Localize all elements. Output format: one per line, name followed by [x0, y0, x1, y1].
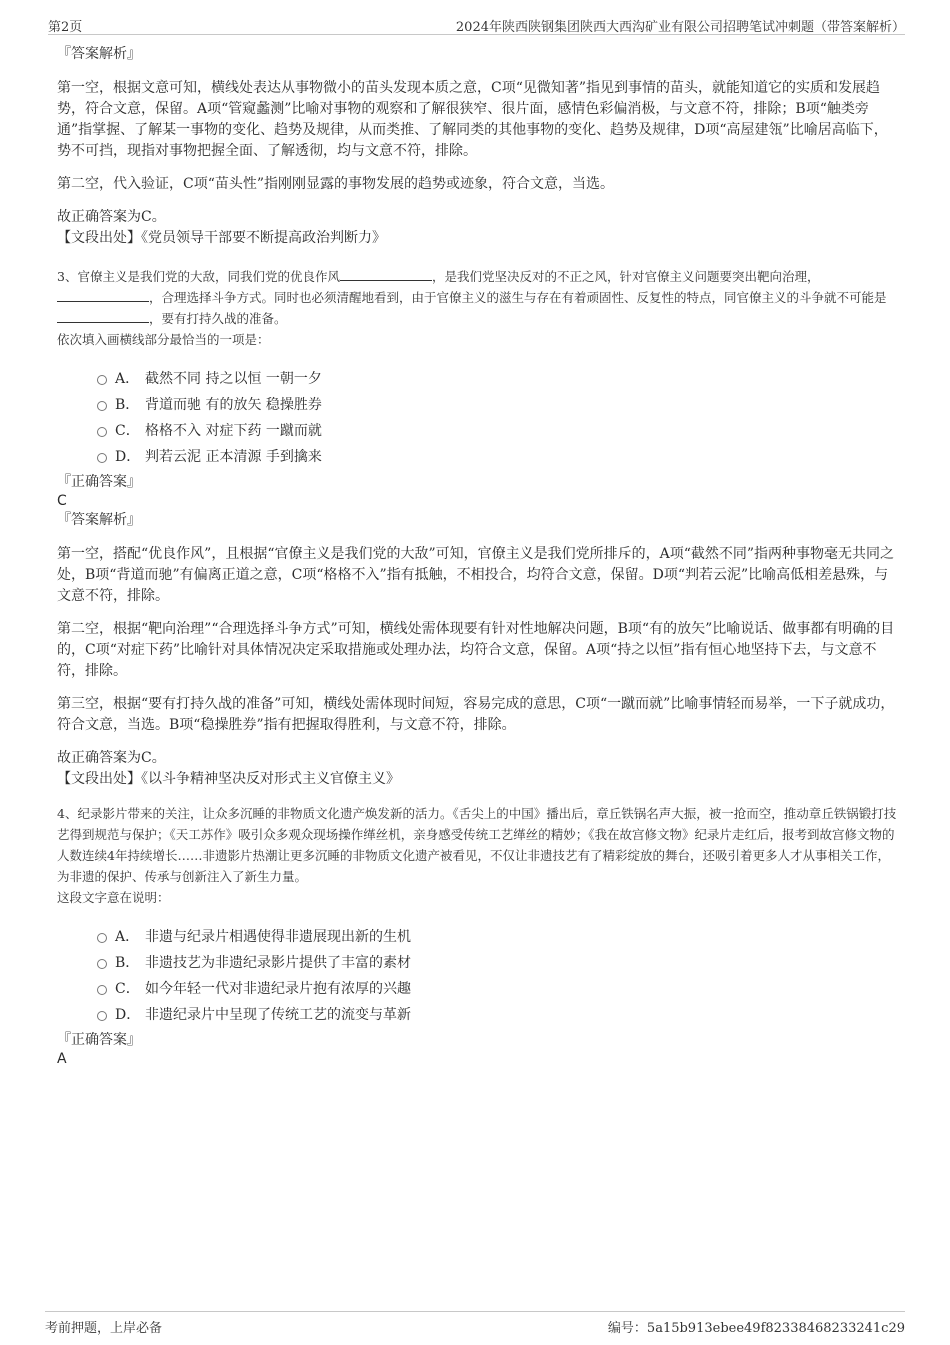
option-letter: B． [115, 397, 140, 413]
option-list [97, 924, 897, 1028]
option-d[interactable] [97, 1002, 897, 1028]
stem-text: 3、官僚主义是我们党的大敌，同我们党的优良作风 [57, 269, 340, 284]
page-number: 第2页 [48, 20, 83, 35]
option-text: 非遗纪录片中呈现了传统工艺的流变与革新 [145, 1007, 411, 1023]
document-id: 编号：5a15b913ebee49f82338468233241c29 [607, 1321, 905, 1336]
option-letter: C． [115, 423, 140, 439]
option-b[interactable] [97, 950, 897, 976]
radio-icon[interactable] [97, 959, 107, 969]
analysis-paragraph: 第二空，代入验证，C项“苗头性”指刚刚显露的事物发展的趋势或迹象，符合文意，当选。 [57, 176, 615, 192]
question-prompt: 依次填入画横线部分最恰当的一项是： [57, 332, 270, 347]
option-text: 如今年轻一代对非遗纪录片抱有浓厚的兴趣 [145, 981, 411, 997]
question-prompt: 这段文字意在说明： [57, 890, 170, 905]
stem-text: ，是我们党坚决反对的不正之风，针对官僚主义问题要突出靶向治理， [431, 269, 820, 284]
correct-answer: C [57, 493, 67, 509]
document-title: 2024年陕西陕钢集团陕西大西沟矿业有限公司招聘笔试冲刺题（带答案解析） [455, 20, 905, 35]
option-list [97, 366, 897, 470]
radio-icon[interactable] [97, 1011, 107, 1021]
radio-icon[interactable] [97, 375, 107, 385]
page-header [48, 12, 905, 35]
page-footer [45, 1311, 905, 1338]
option-d[interactable] [97, 444, 897, 470]
fill-blank [57, 289, 149, 302]
analysis-paragraph: 第二空，根据“靶向治理”“合理选择斗争方式”可知，横线处需体现要有针对性地解决问题，B项“有的放矢”比喻说话、做事都有明确的目的，C项“对症下药”比喻针对具体情况决定采取措施或处理办法，均符合文意，保留。A项“持之以恒”指有恒心地坚持下去，与文意不符，排除。 [57, 621, 895, 679]
option-text: 格格不入 对症下药 一蹴而就 [145, 423, 322, 439]
option-b[interactable] [97, 392, 897, 418]
fill-blank [340, 268, 432, 281]
fill-blank [57, 310, 149, 323]
option-a[interactable] [97, 924, 897, 950]
correct-answer: A [57, 1051, 67, 1067]
correct-answer-label: 『正确答案』 [57, 474, 141, 490]
option-letter: A． [115, 371, 140, 387]
option-c[interactable] [97, 976, 897, 1002]
analysis-paragraph: 第一空，搭配“优良作风”，且根据“官僚主义是我们党的大敌”可知，官僚主义是我们党所排斥的，A项“截然不同”指两种事物毫无共同之处，B项“背道而驰”有偏离正道之意，C项“格格不入”指有抵触，不相投合，均符合文意，保留。D项“判若云泥”比喻高低相差悬殊，与文意不符，排除。 [57, 546, 895, 604]
answer-conclusion: 故正确答案为C。 [57, 750, 166, 766]
analysis-paragraph: 第三空，根据“要有打持久战的准备”可知，横线处需体现时间短，容易完成的意思，C项“一蹴而就”比喻事情轻而易举，一下子就成功，符合文意，当选。B项“稳操胜券”指有把握取得胜利，与文意不符，排除。 [57, 696, 895, 733]
main-content [57, 44, 897, 1068]
option-text: 背道而驰 有的放矢 稳操胜券 [145, 397, 322, 413]
option-text: 非遗与纪录片相遇使得非遗展现出新的生机 [145, 929, 411, 945]
radio-icon[interactable] [97, 427, 107, 437]
radio-icon[interactable] [97, 453, 107, 463]
answer-conclusion: 故正确答案为C。 [57, 209, 166, 225]
option-letter: D． [115, 1007, 141, 1023]
radio-icon[interactable] [97, 933, 107, 943]
option-text: 判若云泥 正本清源 手到擒来 [145, 449, 322, 465]
question-stem: 4、纪录影片带来的关注，让众多沉睡的非物质文化遗产焕发新的活力。《舌尖上的中国》播出后，章丘铁锅名声大振，被一抢而空，推动章丘铁锅锻打技艺得到规范与保护；《天工苏作》吸引众多观众现场操作缂丝机，亲身感受传统工艺缂丝的精妙；《我在故宫修文物》纪录片走红后，报考到故宫修文物的人数连续4年持续增长……非遗影片热潮让更多沉睡的非物质文化遗产被看见，不仅让非遗技艺有了精彩绽放的舞台，还吸引着更多人才从事相关工作，为非遗的保护、传承与创新注入了新生力量。 [57, 806, 897, 884]
stem-text: ，要有打持久战的准备。 [149, 311, 287, 326]
analysis-paragraph: 第一空，根据文意可知，横线处表达从事物微小的苗头发现本质之意，C项“见微知著”指见到事情的苗头，就能知道它的实质和发展趋势，符合文意，保留。A项“管窥蠡测”比喻对事物的观察和了解很狭窄、很片面，感情色彩偏消极，与文意不符，排除；B项“触类旁通”指掌握、了解某一事物的变化、趋势及规律，从而类推、了解同类的其他事物的变化、趋势及规律，D项“高屋建瓴”比喻居高临下，势不可挡，现指对事物把握全面、了解透彻，均与文意不符，排除。 [57, 80, 888, 159]
source-citation: 【文段出处】《以斗争精神坚决反对形式主义官僚主义》 [57, 771, 400, 787]
footer-slogan: 考前押题，上岸必备 [45, 1321, 163, 1336]
radio-icon[interactable] [97, 401, 107, 411]
option-text: 非遗技艺为非遗纪录影片提供了丰富的素材 [145, 955, 411, 971]
stem-text: ，合理选择斗争方式。同时也必须清醒地看到，由于官僚主义的滋生与存在有着顽固性、反复性的特点，同官僚主义的斗争就不可能是 [149, 290, 887, 305]
option-letter: A． [115, 929, 140, 945]
option-letter: C． [115, 981, 140, 997]
question-stem [57, 266, 897, 329]
correct-answer-label: 『正确答案』 [57, 1032, 141, 1048]
radio-icon[interactable] [97, 985, 107, 995]
source-citation: 【文段出处】《党员领导干部要不断提高政治判断力》 [57, 230, 386, 246]
option-c[interactable] [97, 418, 897, 444]
option-letter: B． [115, 955, 140, 971]
option-a[interactable] [97, 366, 897, 392]
analysis-label: 『答案解析』 [57, 512, 141, 528]
option-letter: D． [115, 449, 141, 465]
option-text: 截然不同 持之以恒 一朝一夕 [145, 371, 322, 387]
analysis-label: 『答案解析』 [57, 46, 141, 62]
